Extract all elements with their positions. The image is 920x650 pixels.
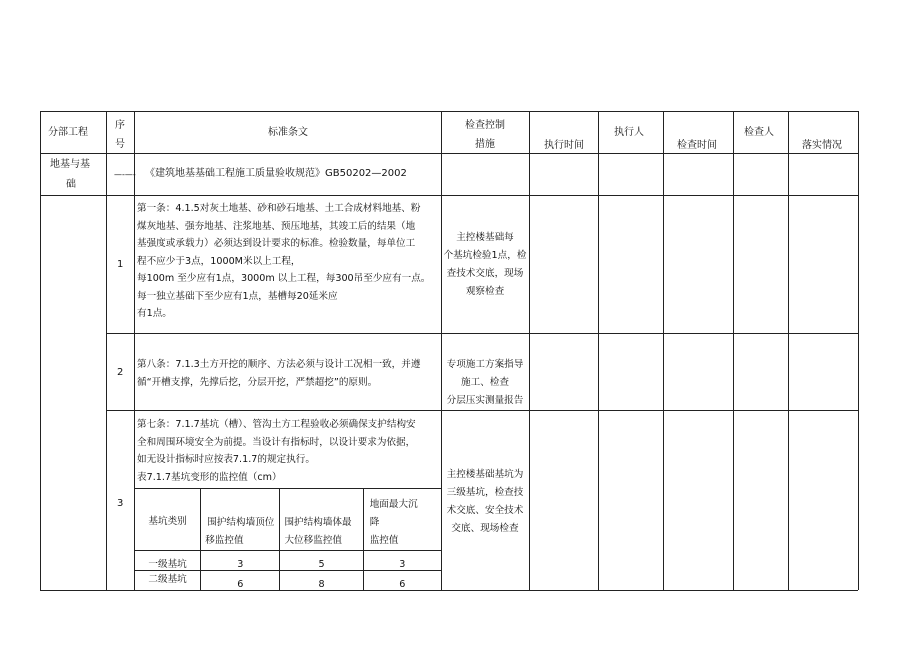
col-divider — [529, 111, 530, 590]
text-line: 术交底、安全技术 — [446, 505, 524, 516]
subtable-cell: 6 — [363, 571, 441, 590]
subtable-header-row — [135, 489, 441, 551]
text-line: 专项施工方案指导 — [446, 359, 524, 370]
text-line: 三级基坑，检查技 — [446, 487, 524, 498]
measures-text — [441, 229, 529, 301]
text-line: 第七条：7.1.7基坑（槽）、管沟土方工程验收必须确保支护结构安 — [137, 419, 416, 430]
text-line: 主控楼基础基坑为 — [446, 469, 524, 480]
text-line: 分层压实测量报告 — [446, 395, 524, 406]
text-line: 观察检查 — [465, 286, 505, 297]
header-status: 落实情况 — [802, 140, 842, 151]
standard-text — [137, 416, 416, 486]
row-seq: 3 — [117, 498, 124, 509]
standard-text — [137, 200, 430, 323]
header-standard: 标准条文 — [268, 127, 308, 138]
text-line: 程不应少于3点，1000M米以上工程， — [137, 255, 301, 267]
text-line: 全和周围环境安全为前提。当设计有指标时，以设计要求为依据， — [137, 436, 416, 448]
table-border-right — [858, 111, 859, 590]
text-line: 每一独立基础下至少应有1点，基槽每20延米应 — [137, 290, 338, 302]
cell-text: 移监控值 — [205, 535, 244, 546]
col-divider — [733, 111, 734, 590]
text-line: 第八条：7.1.3土方开挖的顺序、方法必须与设计工况相一致，并遵 — [137, 359, 421, 370]
subtable-row — [135, 551, 441, 571]
subtable-header-cell — [280, 489, 363, 551]
cell-text: 基坑类别 — [148, 515, 187, 527]
cell-text: 降 — [369, 517, 380, 528]
subtable-header-cell — [135, 489, 201, 551]
subtable-row — [135, 571, 441, 590]
text-line: 主控楼基础每 — [456, 232, 514, 243]
text-line: 施工、检查 — [461, 377, 509, 388]
text-line: 交底、现场检查 — [451, 523, 519, 534]
header-inspector: 检查人 — [744, 127, 774, 138]
standard-text — [137, 356, 420, 391]
subtable-cell: 8 — [280, 571, 363, 590]
subtable-cell: 5 — [280, 551, 363, 571]
header-check-time: 检查时间 — [677, 140, 717, 151]
subtable-header-cell — [363, 489, 441, 551]
table-border-top — [40, 111, 858, 112]
col-divider — [106, 111, 107, 590]
row-divider — [40, 153, 858, 154]
section-name: 地基与基 — [50, 159, 90, 170]
text-line: 基强度或承载力）必须达到设计要求的标准。检验数量，每单位工 — [137, 238, 416, 249]
text-line: 每100m 至少应有1点，3000m 以上工程，每300吊至少应有一点。 — [137, 273, 431, 284]
cell-text: 监控值 — [369, 535, 399, 546]
header-seq: 号 — [115, 139, 125, 150]
subtable-header-cell — [201, 489, 280, 551]
header-seq: 序 — [115, 120, 125, 131]
section-standard: 《建筑地基基础工程施工质量验收规范》GB50202—2002 — [145, 168, 407, 179]
row-divider — [40, 195, 858, 196]
text-line: 有1点。 — [137, 308, 172, 319]
measures-text — [441, 356, 529, 410]
row-divider — [106, 410, 858, 411]
col-divider — [663, 111, 664, 590]
row-seq: 2 — [117, 367, 124, 378]
row-seq: 1 — [117, 259, 124, 270]
header-measures: 检查控制 — [465, 120, 505, 131]
subtable-cell: 3 — [201, 551, 280, 571]
text-line: 第一条：4.1.5对灰土地基、砂和砂石地基、土工合成材料地基、粉 — [137, 203, 421, 214]
text-line: 煤灰地基、强夯地基、注浆地基、预压地基，其竣工后的结果（地 — [137, 220, 416, 232]
header-executor: 执行人 — [614, 127, 644, 138]
text-line: 如无设计指标时应按表7.1.7的规定执行。 — [137, 454, 315, 465]
monitoring-subtable — [135, 488, 441, 590]
cell-text: 大位移监控值 — [284, 535, 343, 546]
text-line: 循“开槽支撑，先撑后挖，分层开挖，严禁超挖”的原则。 — [137, 376, 378, 388]
subtable-cell: 二级基坑 — [135, 571, 201, 590]
text-line: 个基坑检验1点，检 — [443, 250, 527, 261]
table-border-bottom — [40, 590, 858, 591]
subtable-cell: 一级基坑 — [135, 551, 201, 571]
cell-text: 地面最大沉 — [369, 499, 418, 510]
section-name: 础 — [66, 179, 76, 190]
header-exec-time: 执行时间 — [544, 140, 584, 151]
section-seq: —-—- — [114, 170, 136, 179]
subtable-cell: 6 — [201, 571, 280, 590]
measures-text — [441, 466, 529, 538]
col-divider — [788, 111, 789, 590]
text-line: 查技术交底，现场 — [446, 268, 524, 279]
header-division: 分部工程 — [48, 127, 88, 138]
col-divider — [598, 111, 599, 590]
row-divider — [106, 333, 858, 334]
cell-text: 围护结构墙顶位 — [207, 517, 275, 528]
text-line: 表7.1.7基坑变形的监控值（cm） — [137, 471, 282, 483]
cell-text: 围护结构墙体最 — [284, 517, 352, 528]
table-border-left — [40, 111, 41, 590]
subtable-cell: 3 — [363, 551, 441, 571]
header-measures: 措施 — [475, 139, 495, 150]
